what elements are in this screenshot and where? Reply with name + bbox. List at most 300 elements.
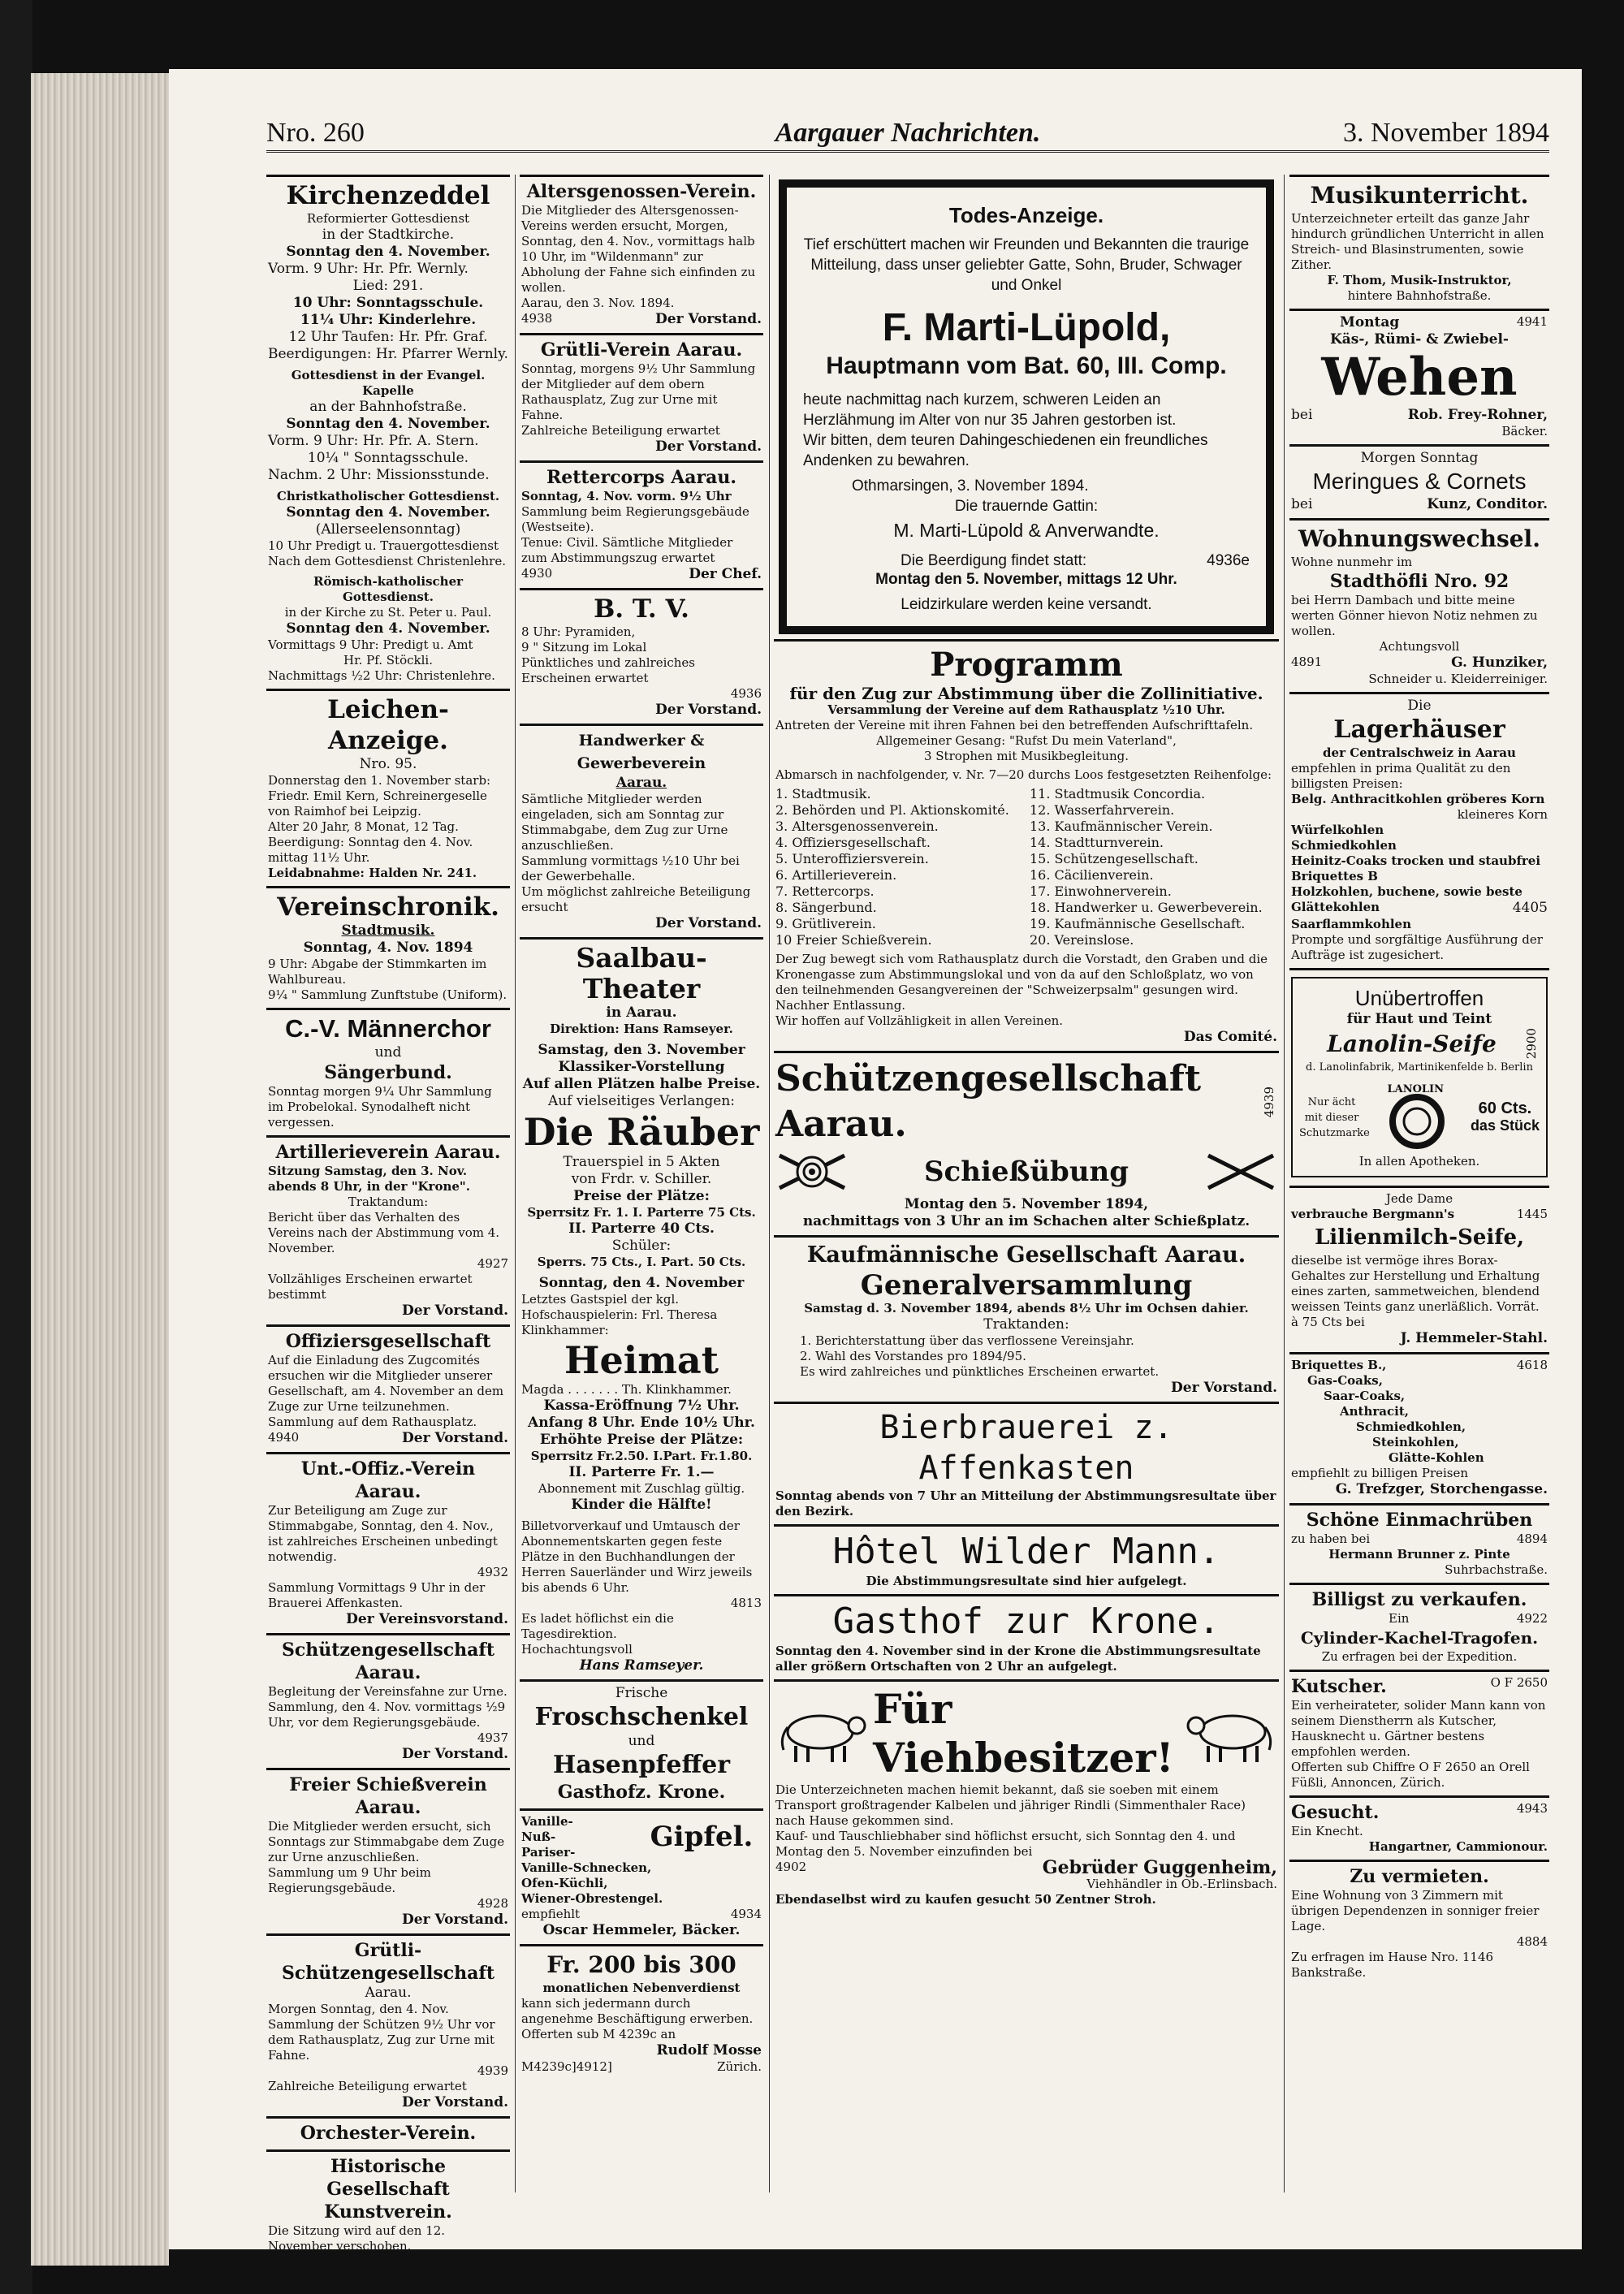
ad-text: bei: [1291, 407, 1313, 423]
cow-icon: [775, 1701, 873, 1766]
ad-number: 4884: [1516, 1934, 1548, 1950]
ad-text: monatlichen Nebenverdienst: [542, 1981, 741, 1995]
ad-title: Grütli-Schützengesellschaft: [281, 1940, 495, 1984]
ad-title: Gipfel.: [650, 1821, 754, 1853]
ad-number: 4940: [268, 1430, 300, 1445]
ad-wohnungswechsel: [1289, 518, 1549, 692]
ad-text: Um möglichst zahlreiche Beteiligung ersucht: [521, 884, 751, 914]
ad-text: Klassiker-Vorstellung: [558, 1059, 725, 1075]
list-item: 6. Artillerieverein.: [775, 867, 897, 883]
list-item: Belg. Anthracitkohlen gröberes Korn: [1291, 792, 1545, 806]
ad-text: Auf vielseitiges Verlangen:: [547, 1093, 736, 1109]
ad-text: Leidabnahme: Halden Nr. 241.: [268, 866, 477, 880]
ad-text: Beerdigungen: Hr. Pfarrer Wernly.: [268, 346, 508, 362]
ad-number: 4922: [1516, 1611, 1548, 1627]
ad-text: bei Herrn Dambach und bitte meine werten Gönner hievon Notiz nehmen zu wollen.: [1291, 593, 1538, 638]
ad-text: Montag: [1340, 314, 1400, 330]
ad-text: Antreten der Vereine mit ihren Fahnen bei den betreffenden Aufschrifttafeln.: [775, 718, 1254, 732]
ad-text: und: [628, 1733, 655, 1749]
ad-froschschenkel: [520, 1679, 763, 1808]
ad-text: Sitzung Samstag, den 3. Nov. abends 8 Uhr, in der "Krone".: [268, 1164, 470, 1194]
ad-text: Nach dem Gottesdienst Christenlehre.: [268, 554, 506, 568]
ad-text: Zur Beteiligung am Zuge zur Stimmabgabe, Sonntag, den 4. Nov., ist zahlreiches Erscheinen unbedingt notwendig.: [268, 1503, 498, 1564]
price: 60 Cts.: [1478, 1099, 1532, 1118]
ad-text: Sonntag abends von 7 Uhr an Mitteilung der Abstimmungsresultate über den Bezirk.: [775, 1488, 1276, 1519]
ad-subtitle: Schießübung: [923, 1155, 1129, 1188]
ad-text: Traktandum:: [348, 1195, 429, 1209]
ad-handwerker: [520, 724, 763, 937]
ad-number: 4930: [521, 566, 553, 581]
ad-text: Donnerstag den 1. November starb:: [268, 773, 491, 788]
ad-number: 4939: [1262, 1086, 1276, 1118]
ad-text: Aarau, den 3. Nov. 1894.: [521, 296, 675, 310]
ad-briquettes: [1289, 1352, 1549, 1503]
ad-gasthof-krone: [774, 1594, 1279, 1679]
ad-text: Frische: [615, 1685, 668, 1701]
ad-text: Prompte und sorgfältige Ausführung der Aufträge ist zugesichert.: [1291, 932, 1543, 962]
ad-text: Sammlung um 9 Uhr beim Regierungsgebäude.: [268, 1865, 431, 1895]
ad-title: Kirchenzeddel: [286, 181, 490, 210]
list-item: 4. Offiziersgesellschaft.: [775, 835, 931, 850]
ad-signature: Der Vorstand.: [402, 1430, 508, 1446]
ad-unteroffiziersverein: [266, 1452, 510, 1633]
ad-hotel-wilder-mann: [774, 1524, 1279, 1594]
ad-text: für Haut und Teint: [1346, 1011, 1492, 1027]
ad-text: Morgen Sonntag: [1360, 450, 1479, 466]
ad-text: Trauerspiel in 5 Akten: [563, 1154, 720, 1170]
ad-text: empfehlen in prima Qualität zu den billigsten Preisen:: [1291, 761, 1511, 791]
ad-subtitle: Generalversammlung: [860, 1269, 1193, 1302]
ad-text: Es wird zahlreiches und pünktliches Erscheinen erwartet.: [800, 1364, 1160, 1379]
ad-text: (Allerseelensonntag): [315, 521, 461, 538]
ad-number: 4936: [730, 686, 762, 701]
ad-text: Offerten sub Chiffre O F 2650 an Orell Füßli, Annoncen, Zürich.: [1291, 1760, 1530, 1791]
ad-text: Suhrbachstraße.: [1445, 1562, 1548, 1578]
brand-name: Lanolin-Seife: [1327, 1030, 1497, 1057]
ad-text: nachmittags von 3 Uhr an im Schachen alter Schießplatz.: [802, 1213, 1250, 1229]
ad-text: Achtungsvoll: [1379, 639, 1460, 654]
ad-text: Christkatholischer Gottesdienst.: [276, 489, 500, 503]
ad-number: 1445: [1516, 1207, 1548, 1222]
ad-text: Vormittags 9 Uhr: Predigt u. Amt: [268, 637, 473, 652]
newspaper-title: Aargauer Nachrichten.: [775, 118, 1041, 148]
ad-title: Hasenpfeffer: [552, 1751, 731, 1779]
cow-icon: [1180, 1701, 1277, 1766]
ad-title: Orchester-Verein.: [300, 2123, 477, 2144]
trademark-text: LANOLIN: [1387, 1083, 1445, 1096]
ad-signature: Der Vorstand.: [655, 702, 762, 718]
ad-title: Froschschenkel: [534, 1703, 749, 1731]
ad-text: Sonntag, morgens 9½ Uhr Sammlung der Mitglieder auf dem obern Rathausplatz, Zug zur Urne mit Fahne.: [521, 361, 756, 422]
ad-title: Leichen-Anzeige.: [327, 695, 449, 755]
ad-title: Wohnungswechsel.: [1298, 525, 1540, 552]
ad-maennerchor: [266, 1008, 510, 1135]
ad-title: Rettercorps Aarau.: [546, 467, 737, 488]
ad-number: 4618: [1516, 1358, 1548, 1373]
ad-title: Wehen: [1321, 347, 1518, 408]
ad-text: II. Parterre 40 Cts.: [568, 1220, 715, 1237]
ad-text: an der Bahnhofstraße.: [309, 399, 467, 415]
ad-gruetli-verein: [520, 333, 763, 460]
page-binding-edges: [31, 73, 169, 2266]
ad-text: Versammlung der Vereine auf dem Rathausplatz ½10 Uhr.: [827, 702, 1225, 717]
ad-signature: Der Vorstand.: [402, 1746, 508, 1762]
ad-einmachrueben: [1289, 1503, 1549, 1583]
ad-text: Römisch-katholischer Gottesdienst.: [313, 574, 464, 604]
ad-text: 12 Uhr Taufen: Hr. Pfr. Graf.: [288, 329, 488, 345]
ad-signature: J. Hemmeler-Stahl.: [1400, 1330, 1548, 1347]
ad-text: F. Thom, Musik-Instruktor,: [1327, 273, 1512, 287]
ad-text: Aarau.: [365, 1985, 412, 2001]
list-item: 2. Behörden und Pl. Aktionskomité.: [775, 802, 1009, 818]
ad-text: Vollzähliges Erscheinen erwartet bestimmt: [268, 1272, 473, 1302]
ad-text: 3 Strophen mit Musikbegleitung.: [923, 749, 1129, 763]
crossed-rifles-target-icon: [775, 1147, 849, 1196]
ad-title: Unübertroffen: [1354, 986, 1484, 1010]
ad-text: empfiehlt zu billigen Preisen: [1291, 1466, 1469, 1481]
ad-number: 4902: [775, 1860, 807, 1874]
ad-text: Erhöhte Preise der Plätze:: [539, 1432, 744, 1448]
ad-text: Reformierter Gottesdienst: [306, 211, 470, 226]
ad-viehbesitzer: [774, 1679, 1279, 1912]
list-item: 14. Stadtturnverein.: [1030, 835, 1164, 850]
ad-number: 4934: [730, 1907, 762, 1921]
ad-bierbrauerei: [774, 1402, 1279, 1524]
page-header: [266, 118, 1549, 153]
column-1: [266, 175, 510, 2253]
list-item: 13. Kaufmännischer Verein.: [1030, 819, 1213, 834]
ad-title: Billigst zu verkaufen.: [1311, 1589, 1527, 1611]
column-3: [774, 175, 1279, 2192]
ad-signature: Das Comité.: [1183, 1029, 1277, 1045]
ad-text: Bäcker.: [1501, 424, 1548, 438]
ad-subtitle: Cylinder-Kachel-Tragofen.: [1300, 1628, 1539, 1648]
ad-saalbau-theater: [520, 937, 763, 1679]
ad-text: Vorm. 9 Uhr: Hr. Pfr. Wernly.: [268, 261, 469, 277]
ad-lilienmilch-seife: [1289, 1186, 1549, 1352]
list-item: Steinkohlen,: [1372, 1435, 1459, 1450]
ad-text: Die Mitglieder des Altersgenossen-Vereins werden ersucht, Morgen, Sonntag, den 4. Nov., vormittags halb 10 Uhr, im "Wildenmann" zur Abholung der Fahne sich einfinden zu wollen.: [521, 203, 756, 295]
ad-text: Sonntag den 4. November.: [286, 504, 490, 521]
price-unit: das Stück: [1470, 1117, 1540, 1134]
ad-text: Othmarsingen, 3. November 1894.: [852, 477, 1089, 495]
ad-title: Altersgenossen-Verein.: [526, 181, 757, 202]
ad-text: Kinder die Hälfte!: [571, 1497, 712, 1513]
ad-text: Die trauernde Gattin:: [954, 498, 1099, 515]
column-4: [1289, 175, 1549, 2192]
ad-nebenverdienst: [520, 1944, 763, 2080]
ad-title: Musikunterricht.: [1310, 182, 1529, 209]
ad-title: Meringues & Cornets: [1312, 469, 1527, 494]
ad-text: Jede Dame: [1385, 1191, 1453, 1207]
column-rule: [1284, 175, 1285, 2192]
ad-title: Lagerhäuser: [1333, 715, 1505, 744]
ad-title: Lilienmilch-Seife,: [1314, 1225, 1525, 1251]
ad-text: Unterzeichneter erteilt das ganze Jahr hindurch gründlichen Unterricht in allen Streich- und Blasinstrumenten, sowie Zither.: [1291, 211, 1544, 272]
ad-text: 1. Berichterstattung über das verflossene Vereinsjahr.: [800, 1333, 1134, 1348]
ad-text: Nuß-: [521, 1830, 556, 1844]
list-item: 7. Rettercorps.: [775, 883, 875, 899]
ad-rettercorps: [520, 460, 763, 588]
ad-vereinschronik: [266, 886, 510, 1008]
ad-text: kann sich jedermann durch angenehme Beschäftigung erwerben. Offerten sub M 4239c an: [521, 1996, 754, 2041]
ad-signature: Rob. Frey-Rohner,: [1407, 407, 1548, 423]
ad-text: M. Marti-Lüpold & Anverwandte.: [893, 520, 1160, 541]
ad-text: 2. Wahl des Vorstandes pro 1894/95.: [800, 1349, 1026, 1363]
ad-text: Samstag d. 3. November 1894, abends 8½ Uhr im Ochsen dahier.: [804, 1301, 1249, 1315]
list-item: 11. Stadtmusik Concordia.: [1030, 786, 1206, 801]
ad-text: Wir hoffen auf Vollzähligkeit in allen Vereinen.: [775, 1013, 1064, 1028]
ad-text: 8 Uhr: Pyramiden,: [521, 624, 636, 639]
ad-text: Sperrs. 75 Cts., I. Part. 50 Cts.: [537, 1255, 746, 1269]
ad-title: Programm: [930, 646, 1123, 684]
list-item: Schmiedkohlen: [1291, 838, 1397, 853]
list-item: 15. Schützengesellschaft.: [1030, 851, 1199, 866]
ad-text: Zu erfragen bei der Expedition.: [1321, 1649, 1518, 1665]
ad-text: Sonntag den 4. November.: [286, 416, 490, 432]
ad-text: dieselbe ist vermöge ihres Borax-Gehaltes zur Herstellung und Erhaltung eines zarten, sammetweichen, blendend weissen Teints ganz unerläßlich. Vorrät. à 75 Cts bei: [1291, 1253, 1540, 1330]
ad-text: Anfang 8 Uhr. Ende 10½ Uhr.: [528, 1415, 755, 1431]
ad-text: 10¼ " Sonntagsschule.: [307, 450, 469, 466]
ad-text: Ebendaselbst wird zu kaufen gesucht 50 Zentner Stroh.: [775, 1892, 1156, 1907]
ad-kaufmaennische-gesellschaft: [774, 1235, 1279, 1402]
ad-title: Todes-Anzeige.: [948, 203, 1104, 227]
ad-number: 4813: [730, 1596, 762, 1610]
ad-text: Ein verheirateter, solider Mann kann von seinem Dienstherrn als Kutscher, Hausknecht u. Gärtner bestens empfohlen werden.: [1291, 1698, 1546, 1760]
list-item: 8. Sängerbund.: [775, 900, 877, 915]
ad-text: bei: [1291, 496, 1313, 512]
list-item: kleineres Korn: [1457, 807, 1548, 822]
ad-signature: Rudolf Mosse: [656, 2042, 762, 2059]
ad-lagerhaeuser: [1289, 692, 1549, 968]
list-item: 16. Cäcilienverein.: [1030, 867, 1154, 883]
ad-text: Billetvorverkauf und Umtausch der Abonnementskarten gegen feste Plätze in den Buchhandlungen der Herren Sauerländer und Wirz jeweils bis abends 6 Uhr.: [521, 1519, 753, 1595]
ad-signature: Hermann Brunner z. Pinte: [1328, 1547, 1510, 1562]
ad-text: Traktanden:: [983, 1316, 1069, 1333]
ad-number: 4932: [477, 1565, 508, 1579]
ad-freier-schiessverein: [266, 1768, 510, 1933]
ad-text: Vanille-: [521, 1814, 573, 1829]
ad-musikunterricht: [1289, 175, 1549, 309]
ad-number: 4927: [477, 1256, 508, 1271]
ad-text: Sammlung Vormittags 9 Uhr in der Brauerei Affenkasten.: [268, 1580, 486, 1610]
ad-text: Sonntag, den 4. November: [538, 1275, 745, 1291]
ad-number: 4928: [477, 1896, 508, 1911]
scan-background: [0, 0, 32, 2294]
ad-text: 9¼ " Sammlung Zunftstube (Uniform).: [268, 987, 508, 1002]
ad-number: 4941: [1516, 314, 1548, 329]
ad-text: Nro. 95.: [359, 756, 417, 772]
ad-text: Vorm. 9 Uhr: Hr. Pfr. A. Stern.: [268, 433, 479, 449]
ad-text: Sonntag morgen 9¼ Uhr Sammlung im Probelokal. Synodalheft nicht vergessen.: [268, 1084, 492, 1130]
ad-text: Gottesdienst in der Evangel. Kapelle: [291, 368, 486, 398]
ad-text: der Centralschweiz in Aarau: [1323, 745, 1516, 760]
ad-text: Kassa-Eröffnung 7½ Uhr.: [543, 1398, 740, 1414]
list-item: Glättekohlen: [1291, 900, 1380, 914]
ad-text: Pariser-: [521, 1845, 576, 1860]
ad-text: Ein: [1389, 1611, 1410, 1627]
list-item: 20. Vereinslose.: [1030, 932, 1134, 948]
ad-signature: Hans Ramseyer.: [579, 1657, 704, 1674]
ad-signature: Der Chef.: [689, 566, 762, 582]
ad-signature: Hangartner, Cammionour.: [1368, 1839, 1548, 1855]
ad-text: Sperrsitz Fr. 1. I. Parterre 75 Cts.: [527, 1205, 756, 1220]
ad-text: Kauf- und Tauschliebhaber sind höflichst ersucht, sich Sonntag den 4. und Montag den 5. November einzufinden bei: [775, 1829, 1236, 1859]
ad-number: 4936e: [1207, 552, 1250, 569]
ad-title: Hôtel Wilder Mann.: [832, 1531, 1220, 1572]
ad-number: 4405: [1512, 900, 1548, 916]
list-item: Holzkohlen, buchene, sowie beste: [1291, 884, 1522, 899]
ad-text: Samstag, den 3. November: [538, 1042, 745, 1058]
lanolin-box: [1291, 977, 1548, 1177]
ad-text: Alter 20 Jahr, 8 Monat, 12 Tag.: [268, 819, 459, 834]
list-item: 18. Handwerker u. Gewerbeverein.: [1030, 900, 1263, 915]
ad-text: in der Kirche zu St. Peter u. Paul.: [284, 605, 492, 620]
play-title: Die Räuber: [523, 1110, 760, 1154]
ad-text: Montag den 5. November 1894,: [904, 1196, 1149, 1212]
ad-text: Stadtmusik.: [341, 922, 435, 939]
ad-title: Handwerker & Gewerbeverein: [577, 732, 706, 772]
column-2: [520, 175, 763, 2192]
list-item: 5. Unteroffiziersverein.: [775, 851, 929, 866]
ad-text: 11¼ Uhr: Kinderlehre.: [300, 312, 477, 328]
ad-number: 4938: [521, 311, 553, 326]
ad-title: Fr. 200 bis 300: [546, 1951, 736, 1978]
ad-text: Pünktliches und zahlreiches Erscheinen erwartet: [521, 655, 696, 685]
ad-text: Sperrsitz Fr.2.50. I.Part. Fr.1.80.: [530, 1449, 753, 1463]
column-rule: [515, 175, 516, 2192]
ad-text: 9 Uhr: Abgabe der Stimmkarten im Wahlbureau.: [268, 957, 487, 987]
ad-text: Wohne nunmehr im: [1291, 555, 1413, 569]
ad-text: Begleitung der Vereinsfahne zur Urne. Sammlung, den 4. Nov. vormittags ½9 Uhr, vor dem Regierungsgebäude.: [268, 1684, 508, 1730]
ad-number: 4937: [477, 1730, 508, 1745]
ad-title: Kaufmännische Gesellschaft Aarau.: [806, 1242, 1246, 1268]
ad-text: Direktion: Hans Ramseyer.: [550, 1022, 733, 1036]
ad-text: Sonntag, 4. Nov. 1894: [303, 940, 473, 956]
list-item: Saar-Coaks,: [1324, 1389, 1406, 1404]
ad-title: Artillerieverein Aarau.: [275, 1142, 501, 1163]
ad-signature: Der Vorstand.: [655, 438, 762, 455]
list-item: Heinitz-Coaks trocken und staubfrei: [1291, 853, 1541, 868]
list-item: 17. Einwohnerverein.: [1030, 883, 1172, 899]
ad-waehen: [1289, 309, 1549, 444]
ad-text: Schneider u. Kleiderreiniger.: [1368, 672, 1548, 686]
list-item: Briquettes B: [1291, 869, 1378, 883]
ad-text: heute nachmittag nach kurzem, schweren Leiden an Herzlähmung im Alter von nur 35 Jahren gestorben ist.: [803, 391, 1177, 429]
ad-kirchenzeddel: [266, 175, 510, 689]
ad-signature: Oscar Hemmeler, Bäcker.: [542, 1922, 741, 1938]
ad-text: 9 " Sitzung im Lokal: [521, 640, 647, 655]
ad-text: Die Mitglieder werden ersucht, sich Sonntags zur Stimmabgabe dem Zuge zur Urne anzuschließen.: [268, 1819, 505, 1864]
ad-schuetzengesellschaft: [266, 1633, 510, 1768]
ad-text: In allen Apotheken.: [1358, 1154, 1480, 1169]
ad-signature: Der Vereinsvorstand.: [346, 1611, 508, 1627]
ad-title: Unt.-Offiz.-Verein Aarau.: [300, 1458, 476, 1502]
ad-meringues: [1289, 444, 1549, 518]
ad-text: Letztes Gastspiel der kgl. Hofschauspielerin: Frl. Theresa Klinkhammer:: [521, 1292, 718, 1337]
ad-text: Zahlreiche Beteiligung erwartet: [268, 2079, 467, 2093]
list-item: Schmiedkohlen,: [1356, 1419, 1466, 1435]
ad-title: Kutscher.: [1291, 1676, 1387, 1698]
ad-signature: Kunz, Conditor.: [1427, 496, 1548, 512]
ad-text: Käs-, Rümi- & Zwiebel-: [1330, 331, 1509, 348]
ad-signature: G. Hunziker,: [1451, 655, 1548, 671]
ad-text: Sonntag den 4. November.: [286, 244, 490, 260]
ad-vermieten: [1289, 1860, 1549, 1985]
ad-number: O F 2650: [1490, 1675, 1548, 1691]
ad-text: Die: [1407, 698, 1432, 714]
ad-text: Allgemeiner Gesang: "Rufst Du mein Vaterland",: [876, 733, 1177, 748]
ad-title: Historische Gesellschaft: [326, 2156, 450, 2200]
ad-title: Schützengesellschaft Aarau.: [775, 1058, 1202, 1145]
ad-todes-anzeige: [779, 179, 1274, 634]
ad-orchester: [266, 2116, 510, 2149]
ad-number: 2900: [1524, 1028, 1539, 1060]
ad-text: Viehhändler in Ob.-Erlinsbach.: [1086, 1877, 1277, 1891]
ad-text: Ein Knecht.: [1291, 1824, 1363, 1839]
ad-text: d. Lanolinfabrik, Martinikenfelde b. Berlin: [1306, 1061, 1533, 1074]
ad-text: hintere Bahnhofstraße.: [1347, 288, 1492, 303]
ad-text: Auf die Einladung des Zugcomités ersuchen wir die Mitglieder unserer Gesellschaft, am 4. November an dem Zuge zur Urne teilzunehmen. Sammlung auf dem Rathausplatz.: [268, 1353, 504, 1429]
ad-number: M4239c]4912]: [521, 2059, 612, 2074]
ad-text: Sonntag den 4. November.: [286, 620, 490, 637]
ad-verkaufen: [1289, 1583, 1549, 1670]
ad-gruetli-schuetzen: [266, 1933, 510, 2116]
list-item: Würfelkohlen: [1291, 823, 1384, 837]
ad-text: Sonntag, 4. Nov. vorm. 9½ Uhr: [521, 489, 732, 503]
ad-altersgenossen: [520, 175, 763, 333]
ad-signature: Der Vorstand.: [655, 311, 762, 327]
ad-text: Hr. Pf. Stöckli.: [343, 653, 433, 667]
ad-text: Abmarsch in nachfolgender, v. Nr. 7—20 durchs Loos festgesetzten Reihenfolge:: [775, 767, 1272, 782]
ad-title: B. T. V.: [594, 594, 689, 624]
ad-signature: Der Vorstand.: [402, 1912, 508, 1928]
list-item: 3. Altersgenossenverein.: [775, 819, 939, 834]
ad-text: Morgen Sonntag, den 4. Nov. Sammlung der Schützen 9½ Uhr vor dem Rathausplatz, Zug zur Urne mit Fahne.: [268, 2002, 495, 2063]
ad-text: Sonntag den 4. November sind in der Krone die Abstimmungsresultate aller größern Ortschaften von 2 Uhr an aufgelegt.: [775, 1644, 1261, 1674]
ad-signature: Der Vorstand.: [1171, 1380, 1277, 1396]
ad-programm: [774, 639, 1279, 1051]
ad-gipfel: [520, 1808, 763, 1944]
newspaper-page: [169, 69, 1582, 2253]
ad-text: Es ladet höflichst ein die Tagesdirektion.: [521, 1611, 674, 1641]
ad-text: Beerdigung: Sonntag den 4. Nov. mittag 11½ Uhr.: [268, 835, 473, 865]
ad-number: 4894: [1516, 1531, 1548, 1547]
ad-lanolin-seife: [1289, 968, 1549, 1186]
list-item: Briquettes B.,: [1291, 1358, 1387, 1373]
ad-title: Saalbau-Theater: [576, 942, 707, 1004]
ad-schuetzengesellschaft-schiessuebung: [774, 1051, 1279, 1235]
list-item: 9. Grütliverein.: [775, 916, 876, 931]
ad-signature: Der Vorstand.: [402, 2094, 508, 2110]
ad-title: Bierbrauerei z. Affenkasten: [879, 1409, 1173, 1487]
ad-number: 4939: [477, 2063, 508, 2078]
ad-title: Vereinschronik.: [277, 892, 499, 922]
deceased-rank: Hauptmann vom Bat. 60, III. Comp.: [826, 352, 1227, 379]
ad-text: Sämtliche Mitglieder werden eingeladen, sich am Sonntag zur Stimmabgabe, dem Zug zur Urne anzuschließen.: [521, 792, 728, 853]
ad-text: Montag den 5. November, mittags 12 Uhr.: [875, 571, 1177, 588]
list-item: 10 Freier Schießverein.: [775, 932, 932, 948]
ad-text: Nachm. 2 Uhr: Missionsstunde.: [268, 467, 490, 483]
ad-signature: Gebrüder Guggenheim,: [1042, 1857, 1277, 1878]
ad-text: für den Zug zur Abstimmung über die Zollinitiative.: [789, 684, 1263, 703]
lanolin-trademark-logo: [1372, 1081, 1462, 1154]
list-item: Gas-Coaks,: [1307, 1373, 1383, 1389]
ad-text: Lied: 291.: [352, 278, 424, 294]
ad-text: Die Unterzeichneten machen hiemit bekannt, daß sie soeben mit einem Transport großtragender Kalbelen und jähriger Rindli (Simmenthaler Race) nach Hause gekommen sind.: [775, 1782, 1246, 1828]
ad-text: Nur ächt mit dieser Schutzmarke: [1299, 1095, 1370, 1139]
ad-text: Magda . . . . . . . Th. Klinkhammer.: [521, 1382, 732, 1397]
